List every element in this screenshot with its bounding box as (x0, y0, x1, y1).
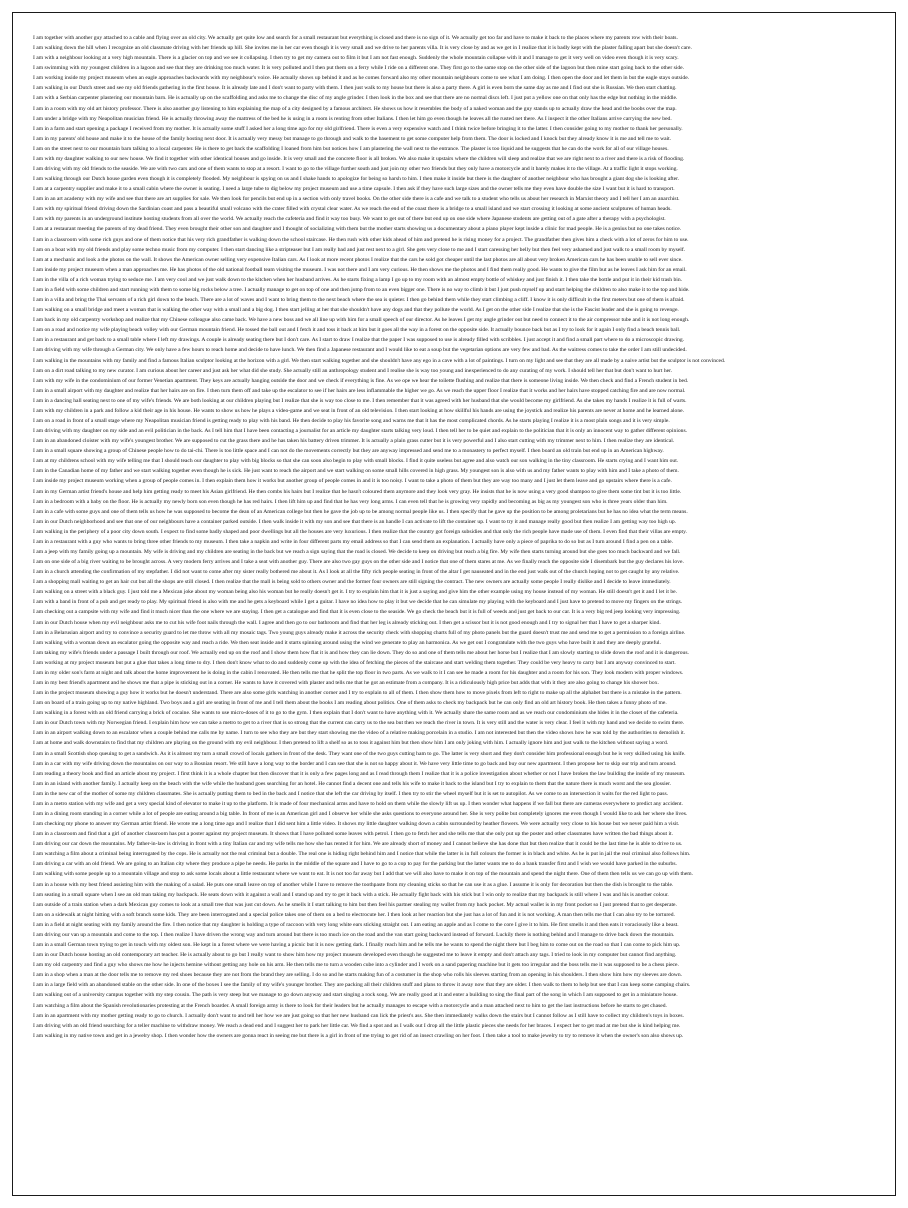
text-line: I am walking in my native town and get in a jewelry shop. I then wonder how the owners are gonna react in seeing me but there is a girl in front of me trying to get rid of an insect crawling on her foot. I then take a tool to make jewelry to try to remove it when the owner's son also shows up. (33, 1032, 684, 1039)
text-line: I am inside my project museum working when a group of people comes in. I then explain them how it works but another group of people comes in and it is too noisy. I want to take a photo of them but they are way too many and I just let them leave and go upstairs where there is a cafe. (33, 478, 672, 485)
text-line: I am driving a car with an old friend. We are going to an Italian city where they produce a pipe he needs. He parks in the middle of the square and I have to go to a cop to pay for the parking but the latter wants me to do a bank transfer first and I wish we would have parked in the suburbs. (33, 861, 677, 868)
text-line: I am in a field at night seating with my family around the fire. I then notice that my daughter is holding a type of raccoon with very long white ears sticking straight out. I am eating an apple and as I come to the core I give it to him. He first smells it and then eats it voraciously like a beast. (33, 921, 679, 928)
text-line: I am in a restaurant with a guy who wants to bring three other friends to my museum. I then take a napkin and write in four different parts my email address so that I can send them an explanation. I actually have only a piece of paprika to do so but as I turn around I find a pen on a table. (33, 538, 674, 545)
text-line: I am on one side of a big river waiting to be brought across. A very modern ferry arrives and I take a seat with another guy. There are also two gay guys on the other side and I notice that one of them stares at me. As we finally reach the opposite side I disembark but the guy declares his love. (33, 559, 684, 566)
text-line: I am watching a film about a criminal being interrogated by the cops. He is actually not the real criminal but a double. The real one is hiding right behind him and I notice that while the latter is in full colours the former is in black and white. As he is put in jail the real criminal also follows him. (33, 851, 691, 858)
text-line: I am in a field with some children and start running with them to some big rocks below a tree. I actually manage to get on top of one and then jump from to an even bigger one. There is no way to climb it but I just push myself up and start helping the children to also make it to the top and hide. (33, 286, 690, 293)
text-line: I am driving with my old friends to the seaside. We are with two cars and one of them wants to stop at a resort. I want to go to the village further south and just join my other two friends but they only have a motorcycle and it barely makes it to the village. At a traffic light it stops working. (33, 166, 678, 173)
text-line: I am outside of a train station when a dark Mexican guy comes to look at a small tree that was just cut down. As he smells it I start talking to him but then feel his partner stealing my wallet from my back pocket. My actual wallet is in my front pocket so I just pretend that to get desperate. (33, 901, 677, 908)
text-line: I am on a boat with my old friends and play some techno music from my computer. I then start dancing like a stripteaser but I am really bad and just rest next to a girl. She gets very close to me and I start caressing her belly but then feel very ashamed and just walk to a small room by myself. (33, 246, 686, 253)
text-line: I am at a restaurant meeting the parents of my dead friend. They even brought their other son and daughter and I thought of socializing with them but the mother starts showing us a documentary about a piano player kept inside a clinic for mad people. He is a genius but no one takes notice. (33, 226, 682, 233)
text-line: I am in a car with my wife driving down the mountains on our way to a Bosnian resort. We still have a long way to the border and I can see that she is not so happy about it. We have very little time to go back and buy our new apartment. I then propose her to skip our trip and turn around. (33, 760, 677, 767)
text-line: I am with a Serbian carpenter plastering our mountain barn. He is actually up on the scaffolding and asks me to change the disc of my angle grinder. I then look in the box and see that there are no normal discs left. I just put a yellow one on that only has the edge but nothing in the middle. (33, 95, 678, 102)
text-line: I am with my children in a park and follow a kid their age in his house. He wants to show us how he plays a video-game and we seat in front of an old television. I then start looking at how skillful his hands are using the joystick and realize his parents are never at home and he learned alone. (33, 407, 685, 414)
text-line: I am together with another guy attached to a cable and flying over an old city. We actually get quite low and search for a small restaurant but everything is closed and there is no sign of it. We actually get too far and have to make it back to the places where my parents row with their boats. (33, 35, 678, 41)
text-line: I am in my parents' old house and make it to the house of the family hosting next door. It is actually very messy but manage to go through and walk to the basement to get some computer help from them. The door is locked and I knock but they already know it is me and tell me to wait. (33, 135, 672, 142)
text-line: I am with a neighbour looking at a very high mountain. There is a glacier on top and we see it collapsing. I then try to get my camera out to film it but I am not fast enough. Suddenly the whole mountain collapse with it and I manage to get it very well on video even though it is very scary. (33, 55, 679, 62)
text-line: I am with my parents in an underground institute hosting students from all over the world. We actually reach the cafeteria and find it way too busy. We want to get out of there but end up on one side where Japanese students are getting out of a gate after a therapy with a psychologist. (33, 216, 666, 223)
text-line: I am walking down the hill when I recognize an old classmate driving with her friends up hill. She invites me in her car even though it is very small and we drive to her parents villa. It is very close by and as we get in I realize that it is badly kept with the plaster falling apart but she doesn't care. (33, 45, 692, 52)
text-line: I am on a sidewalk at night hitting with a soft branch some kids. They are been interrogated and a special police takes one of them on a bed to electrocute her. I then look at her reaction but she just has a lot of fun and it is not working. A man then tells me that I can also try to be tortured. (33, 911, 675, 918)
text-line: I am checking out a campsite with my wife and find it much nicer than the one where we are staying. I then get a catalogue and find that it is even close to the seaside. We go check the beach but it is full of weeds and just get back to our car. It is a very big red jeep looking very impressing. (33, 609, 681, 616)
text-line: I am in a dancing hall seating next to one of my wife's friends. We are both looking at our children playing but I realize that she is way too close to me. I then remember that it was agreed with her husband that she would become my girlfriend. As she takes my hands I realize it is full of warts. (33, 397, 687, 404)
text-line: I am checking my phone to answer my German artist friend. He wrote me a long time ago and I realize that I did sent him a little video. It shows my little daughter walking down a cabin surrounded by heather flowers. We were actually very close to his house but we never paid him a visit. (33, 821, 680, 828)
text-line: I am under a bridge with my Neapolitan musician friend. He is actually throwing away the mattress of the bed he is using in a room is renting from other Italians. I then let him go even though he leaves all the rusted net there. As I inspect it the other Italians arrive carrying the new bed. (33, 115, 672, 122)
text-line: I am driving our car down the mountains. My father-in-law is driving in front with a tiny Italian car and my wife tells me how she has rented it for him. We are already short of money and I cannot believe she has done that but then realize that it could be the last time he is able to drive to us. (33, 841, 683, 848)
text-line: I am in a metro station with my wife and get a very special kind of elevator to make it up to the platform. It is made of four mechanical arms and have to hold on them while the slowly lift us up. I then wonder what happens if we fall but there are cameras everywhere to predict any accident. (33, 800, 683, 807)
text-line: I am in an apartment with my mother getting ready to go to church. I actually don't want to and tell her how we are just going so that her new husband can lick the priest's ass. She then immediately walks down the stairs but I cannot follow as I still have to collect my children's toys in boxes. (33, 1012, 684, 1019)
text-line: I am with my daughter walking to our new house. We find it together with other identical houses and go inside. It is very small and the concrete floor is all broken. We also make it upstairs where the children will sleep and realize that we are right next to a river and there is a risk of flooding. (33, 155, 685, 162)
text-line: I am in a classroom with some rich guys and one of them notice that his very rich grandfather is walking down the school staircase. He then rush with other kids ahead of him and pretend he is rising money for a project. The grandfather then gives him a check with a lot of zeros for him to use. (33, 236, 689, 243)
text-line: I am in a restaurant and get back to a small table where I left my drawings. A couple is already seating there but I don't care. As I start to draw I realize that the paper I was supposed to use is already filled with scribbles. I just accept it and find a small part where to do a microscopic drawing. (33, 337, 685, 344)
text-line: I am in an abandoned cloister with my wife's youngest brother. We are supposed to cut the grass there and he has taken his battery driven trimmer. It is actually a plain grass cutter but it is very powerful and I also start cutting with my trimmer next to him. I then realize they are identical. (33, 438, 675, 445)
text-line: I am in our Dutch house when my evil neighbour asks me to cut his wife foot nails through the wall. I agree and then go to our bathroom and find that her leg is already sticking out. I then get a scissor but it is not good enough and I try to signal her that I have to get a sharper kind. (33, 619, 661, 626)
text-line: I am in a bedroom with a baby on the floor. He is actually my newly born son even though he has red hairs. I then lift him up and find that he has very long arms. I can even tell that he is growing very rapidly and becoming as big as my youngest son who is three years older than him. (33, 498, 668, 505)
text-line: I am at a mechanic and look a the photos on the wall. It shows the American owner selling very expensive Italian cars. As I look at more recent photos I realize that the cars he sold got cheaper until the last photos are all about very broken American cars he has been unable to sell ever since. (33, 256, 683, 263)
document-body (33, 33, 875, 1173)
text-line: I am driving with my wife through a German city. We only have a few hours to reach home and decide to have lunch. We then find a Japanese restaurant and I would like to eat a soup but the vegetarian options are very few and bad. As the waitress comes to take the order I am still undecided. (33, 347, 687, 354)
text-line: I am in our Dutch house hosting an old contemporary art teacher. He is actually about to go but I really want to show him how my project museum developed even though he suggested me to leave it empty and don't attach any tags. I tried to look in my computer but cannot find anything. (33, 952, 677, 959)
text-line: I am in the new car of the mother of some my children classmates. She is actually putting them to bed in the back and I notice that she left the car driving by itself. I then try to stir the wheel myself but it is set to autopilot. As we come to an intersection it waits for the red light to pass. (33, 790, 669, 797)
text-line: I am a shopping mall waiting to get an hair cut but all the shops are still closed. I then realize that the mall is being sold to others owner and the former four owners are still signing the contract. The new owners are actually some people I really dislike and I decide to leave immediately. (33, 579, 671, 586)
text-line: I am on board of a train going up to my native highland. Two boys and a girl are seating in front of me and I tell them about the books I am reading about politics. One of them asks to check my backpack but he can only find an old art history book. He then takes a funny photo of me. (33, 700, 667, 707)
text-line: I am in a dining room standing in a corner while a lot of people are eating around a big table. In front of me is an American girl and I observe her while she asks questions to everyone around her. She is very polite but completely ignores me even though I would like to ask her where she lives. (33, 811, 688, 818)
text-line: I am walking out of a university campus together with my step cousin. The path is very steep but we manage to go down anyway and start singing a rock song. We are really good at it and enter a building to sing the final part of the song in which I am supposed to get in a miniature house. (33, 992, 678, 999)
text-line: I am in a villa and bring the Thai servants of a rich girl down to the beach. There are a lot of waves and I want to bring them to the next beach where the sea is quieter. I then go behind them while they start climbing a cliff. I know it is only difficult in the first meters but one of them is afraid. (33, 297, 685, 304)
text-line: I am in the project museum showing a guy how it works but he doesn't understand. There are also some girls watching in another corner and I try to explain to all of them. I then show them how to move pixels from left to right to make up all the alphabet but there is a mistake in the pattern. (33, 690, 682, 697)
text-line: I am in my best friend's apartment and he shows me that a pipe is sticking out in a corner. He wants to have it covered with plaster and tells me that he got an estimate from a company. It is a ridiculously high price but adds that with it they are also going to change his shower box. (33, 680, 659, 686)
text-line: I am with a band in front of a pub and get ready to play. My spiritual friend is also with me and he gets a keyboard while I get a guitar. I have no idea how to play it but we decide that he can simulate my playing with the keyboard and I just have to pretend to move my fingers on the strings. (33, 599, 683, 606)
text-line: I am in an art academy with my wife and see that there are art supplies for sale. We then look for pencils but end up in a section with only travel books. On the other side there is a cafe and we talk to a student who tells us about her research in Marxist theory and I tell her I am an anarchist. (33, 196, 680, 203)
text-line: I am on a road and notice my wife playing beach volley with our German mountain friend. He tossed the ball out and I fetch it and toss it back at him but it goes all the way in a forest on the opposite side. It actually bounce back but as I try to look for it again I only find a beach tennis ball. (33, 327, 681, 334)
text-line: I am driving with an old friend searching for a teller machine to withdraw money. We reach a dead end and I suggest her to park her little car. We find a spot and as I walk out I drop all the little plastic pieces she needs for her braces. I expect her to get mad at me but she is kind helping me. (33, 1022, 681, 1029)
text-line: I am walking in the mountains with my family and find a famous Italian sculptor looking at the horizon with a girl. We then start walking together and she shouldn't have any ego in a cave with a lot of paintings. I turn on my light and see that they are all made by a naive artist but the sculptor is not convinced. (33, 357, 726, 364)
text-line: I am walking on a street with a black guy. I just told me a Mexican joke about my woman being also his woman but he really doesn't get it. I try to explain him that it is just a saying and give him the other example using my house instead of my woman. He still doesn't get it and I let it be. (33, 589, 678, 596)
text-line: I am back in my old carpentry workshop and realize that my Chinese colleague also came back. We have a new boss and we all line up with him for a small speech of our director. As he leaves I get my angle grinder out but need to connect it to the air compressor tube and it is not long enough. (33, 317, 690, 324)
text-line: I am watching a film about the Spanish revolutionaries protesting at the French boarder. A small foreign army is there to look for their leaders but he actually manages to escape with a motorcycle and a man attached next to him to get the last instructions before he starts to get chased. (33, 1002, 667, 1009)
text-line: I am in a church attending the confirmation of my stepfather. I did not want to come after my sister really bothered me about it. As I look at all the fifty rich people seating in front of the altar I get nauseated and in the end just walk out of the church hoping not to get caught by any relative. (33, 569, 680, 576)
text-line: I am my old carpentry and find a guy who shows me how he injects hemine without getting any hole on his arm. He then tells me to turn a wooden cube into a cylinder and I work on a sand papering machine but it gets too irregular and the boss tells me it was supposed to be a chess piece. (33, 962, 679, 969)
text-line: I am with my spiritual friend driving down the Sardinian coast and pass a beautiful small volcano with the crater filled with crystal clear water. As we reach the end of the coast there is a bridge to a small island and we start crossing it looking at some ancient sculptures of human heads. (33, 206, 672, 213)
text-line: I am in a farm and start opening a package I received from my mother. It is actually some stuff I asked her a long time ago for my old girlfriend. There is even a very expensive watch and I think twice before bringing it to the latter. I then consider going to my mother to thank her personally. (33, 125, 683, 132)
text-line: I am reading a theory book and find an article about my project. I first think it is a whole chapter but then discover that it is only a few pages long and as I read through them I realize that it is a police investigation about whether or not I have broken the law building the inside of my museum. (33, 770, 686, 777)
text-line: I am working at my project museum but put a glue that takes a long time to dry. I then don't know what to do and suddenly come up with the idea of fetching the pieces of the staircase and start welding them together. They could be very heavy to carry but I am anyway convinced to start. (33, 659, 676, 666)
text-line: I am in a cafe with some guys and one of them tells us how he was supposed to become the dean of an American college but then he gave the job up to be among normal people like us. I then specify that he gave up the position to be among proletarians but he has no idea what the term means. (33, 508, 688, 515)
text-line: I am in a small airport with my daughter and realize that her hairs are on fire. I then turn them off and take up the escalator to see if her hairs are less inflammable the higher we go. As we reach the upper floor I realize that it works and her hairs have stopped catching fire and are now normal. (33, 387, 686, 394)
text-line: I am walking in the periphery of a poor city down south. I expect to find some badly shaped and poor dwellings but all the houses are very luxurious. I then realize that the country got foreign subsidies and that only the rich people have made use of them. I even find that their villas are empty. (33, 528, 687, 535)
text-line: I am in a small Scottish shop queuing to get a sandwich. As it is almost my turn a small crowd of locals gathers in front of the desk. They want one of the two guys cutting ham to go. The latter is very short and they don't consider him professional enough but he is very skilled using his knife. (33, 750, 686, 757)
text-line: I am in the Canadian home of my father and we start walking together even though he is sick. He just want to reach the airport and we start walking on some small hills covered in high grass. My youngest son is also with us and my father wants to play with him and I take a photo of them. (33, 468, 679, 475)
text-line: I am in my German artist friend's house and help him getting ready to meet his Asian girlfriend. He then combs his hairs but I realize that he hasn't coloured them anymore and they look very gray. He insists that he is now using a very good shampoo to give them some tint but it is too little. (33, 488, 682, 495)
text-line: I am with my wife in the condominium of our former Venetian apartment. They keys are actually hanging outside the door and we check if everything is fine. As we ope we hear the toilette flushing and realize that there is someone living inside. We then check and find a French student in bed. (33, 377, 689, 384)
text-line: I am in a room with my old art history professor. There is also another guy listening to him explaining the map of a city designed by a famous architect. He shows us how it resembles the body of a naked woman and the guy stands up to actually draw the head and the boobs over the map. (33, 105, 677, 112)
text-line: I am in a small square showing a group of Chinese people how to do tai-chi. There is too little space and I can not do the movements correctly but they are anyway impressed and send me to a monastery to perfect myself. I then board an old train but end up in an American highway. (33, 448, 664, 455)
text-line: I am walking with some people up to a mountain village and stop to ask some locals about a little restaurant where we want to eat. It is not too far away but I add that we will also have to make it on top of the mountain and spend the night there. One of them then tells us we can go up with them. (33, 871, 694, 878)
text-line: I am walking with a woman down an escalator going the opposite way and reach a ride. We then seat inside and it starts spinning around using the wind we generate to play an harmonica. As we get out I congratulate with the two guys who have built it and they are deeply grateful. (33, 639, 661, 646)
text-line: I am walking through our Dutch house garden even though it is completely flooded. My neighbour is spying on us and I shake hands to apologize for being so harsh to him. I then make it inside but there is the daughter of another neighbour who has brought a giant dog she is looking after. (33, 176, 680, 183)
text-line: I am in our Dutch town with my Norwegian friend. I explain him how we can take a metro to get to a river that is so strong that the current can carry us to the sea but then we reach the river in town. It is very still and the water is very clear. I feel it with my hand and we decide to swim there. (33, 720, 685, 727)
text-line: I am a jeep with my family going up a mountain. My wife is driving and my children are seating in the back but we reach a sign saying that the road is closed. We decide to keep on driving but reach a big fire. My wife then starts turning around but she goes too much backward and we fall. (33, 548, 681, 555)
text-line: I am inside my project museum when a man approaches me. He has photos of the old national football team visiting the museum. I was not there and I am very curious. He then shows me the photos and I find them really good. He wants to give the film but as he leaves I ask him for an email. (33, 266, 687, 273)
text-line: I am at my childrens school with my wife telling me that I should teach our daughter to play with big blocks so that she can soon also begin to play with small blocks. I find it quite useless but agree and also watch our son walking in the tiny classroom. He starts crying and I want him out. (33, 458, 679, 465)
text-line: I am driving with my daughter on my side and an evil politician in the back. As I tell him that I have been contacting a journalist for an article my daughter starts talking very loud. I then tell her to be quiet and explain to the politician that it is only an innocent way to gather different opinions. (33, 428, 688, 435)
text-line: I am in an airport walking down to an escalator when a couple behind me calls me by name. I turn to see who they are but they start showing me the video of a relative making porcelain in a studio. I am not interested but then the video shows how he was told by the authorities to demolish it. (33, 730, 686, 737)
text-line: I am in a small German town trying to get in touch with my oldest son. He kept in a forest where we were having a picnic but it is now getting dark. I finally reach him and he tells me he wants to spend the night there but I beg him to come out on the road so that I can come to pick him up. (33, 942, 681, 949)
text-line: I am swimming with my youngest children in a lagoon and see that they are drinking too much water. It is very polluted and I then put them on a ferry while I ride on a different one. They first go to the same stop on the other side of the lagoon but then mine start going back to the other side. (33, 65, 684, 72)
text-line: I am walking on a small bridge and meet a woman that is walking the other way with a small and a big dog. I then start jelling at her that she shouldn't have any dogs and that they pollute the world. As I get on the other side I realize that she is the Fascist leader and she is going to revenge. (33, 307, 679, 314)
text-line: I am in my older son's farm at night and talk about the home improvement he is doing in the cabin I renovated. He then tells me that he split the top floor in two parts. As we walk to it I can see he made a room for his daughter and a room for his son. They look modern with proper windows. (33, 669, 684, 676)
text-line: I am on a road in front of a small stage where my Neapolitan musician friend is getting ready to play with his band. He then decide to play his favorite song and warns me that it has the most complicated chords. As he starts playing I realize it is a most plain songs and it is very simple. (33, 417, 670, 424)
text-line: I am in the villa of a rich woman trying to seduce me. I am very cool and we just walk down to the kitchen when her husband arrives. As he starts fixing a lamp I go up to my room with an almost empty bottle of whiskey and just finish it. I then take the bottle and put it in their kid trash bin. (33, 276, 683, 283)
text-line: I am working inside my project museum when an eagle approaches backwards with my neighbour's voice. He actually shows up behind it and as he comes forward also my other mountain neighbours come to see what I am doing. I then open the door and let them in but the eagle stays outside. (33, 75, 690, 82)
text-line: I am on the street next to our mountain barn talking to a local carpenter. He is there to get back the scaffolding I loaned from him but notices how I am plastering the wall next to the entrance. The plaster is too liquid and he suggests that he can do the work for all of our village houses. (33, 145, 669, 152)
text-line: I am at home and walk downstairs to find that my children are playing on the ground with my evil neighbour. I then pretend to lift a shelf so as to toss it against him but then show him I am only joking with him. I actually ignore him and just walk to the kitchen without saying a word. (33, 740, 669, 747)
text-line: I am on a dirt road talking to my new curator. I am curious about her career and just ask her what did she study. She actually still an anthropology student and I realise she is way too young and inexperienced to do any curating of my work. I should tell her that but don't want to hurt her. (33, 367, 673, 374)
text-line: I am at a carpentry supplier and make it to a small cabin where the owner is seating. I need a large tube to dig below my project museum and use a time capsule. I then ask if they have such large sizes and the owner tells me they even have double the size I want but it is hard to transport. (33, 186, 675, 193)
text-line: I am in a shop when a man at the door tells me to remove my red shoes because they are not from the brand they are selling. I do so and he starts making fun of a costumer in the shop who rolls his sleeves starting from an opening in his shoulders. I then show him how my sleeves are down. (33, 972, 683, 979)
text-line: I am seating in a small square when I see an old man taking my backpack. He seats down with it against a wall and I stand up and try to get it back with a stick. He actually fight back with his stick but I win only to realize that my backpack is still where I was and his is another colour. (33, 891, 669, 898)
text-line: I am in a house with my best friend assisting him with the making of a salad. He puts one small leave on top of another while I have to remove the toothpaste from my cleaning sticks so that he can use it as a glue. I assume it is only for decoration but then the dish is brought to the table. (33, 881, 674, 888)
text-line: I am walking in our Dutch street and see my old friends gathering in the first house. It is already late and I don't want to party with them. I then just walk to my house but there is also a party there. A girl is even born the same day as me and I find out she is Russian. We then start chatting. (33, 85, 677, 92)
text-line: I am walking in a forest with an old friend carrying a brick of cocaine. She wants to use micro-doses of it to go to the gym. I then explain that I don't want to have anything with it. We actually share the same room and as we reach our condominium she hides it in the closet of the cafeteria. (33, 710, 679, 717)
text-line: I am in a Belarusian airport and try to convince a security guard to let me throw with all my mosaic tags. Two young guys already make it across the security check with shopping charts full of my photo panels but the guard doesn't trust me and send me to get a permission to a foreign airline. (33, 629, 686, 636)
text-line: I am in our Dutch neighborhood and see that one of our neighbours have a container parked outside. I then walk inside it with my son and see that there is an handle I can activate to lift the container up. I want to try it and manage really good but then realize I am getting way too high up. (33, 518, 677, 525)
text-line: I am taking my wife's friends under a passage I built through our roof. We actually end up on the roof and I show them how flat it is and how they can lie down. They do so and one of them tells me about her horse but I realize that I am slowly starting to slide down the roof and it is dangerous. (33, 649, 689, 656)
text-line: I am in an island with another family. I actually keep on the beach with the wife while the husband goes searching for an hotel. He cannot find a decent one and tells his wife to make it back to the island but I try to explain to them that the nature there is much worst and the sea glossier. (33, 780, 672, 787)
text-line: I am in a classroom and find that a girl of another classroom has put a poster against my project museum. It shows that I have polluted some leaves with petrol. I then go to fetch her and she tells me that she only put up the poster and other classmates have written the bad things about it. (33, 831, 674, 838)
text-line: I am driving our van up a mountain and come to the top. I then realize I have driven the wrong way and turn around but there is too much ice on the road and the van start going backward instead of forward. Luckily there is nothing behind and I manage to drive back down the mountain. (33, 931, 675, 938)
text-line: I am in a large field with an abandoned stable on the other side. In one of the boxes I see the family of my wife's younger brother. They are packing all their children stuff and plans to throw it away now that they are older. I then walk to them to help but see that I can keep some camping chairs. (33, 982, 691, 989)
